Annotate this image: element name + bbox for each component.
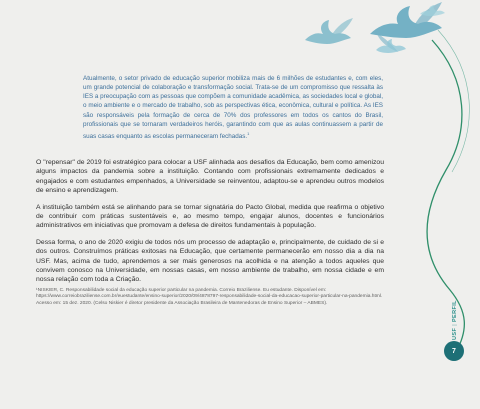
footnote — [36, 288, 388, 307]
section-label: PERFIL — [452, 300, 459, 323]
bird-icon — [420, 5, 445, 16]
footnote-text: ¹NISKIER, C. Responsabilidade social da educação superior particular na pandemia. Correio Braziliense. Eu estudante. Disponível em: https://www.correiobraziliense.com.br/euestudante/ensino-superior/2020/09/4878797-responsabilidade-social-da-educacao-superior-particular-na-pandemia.html. Acesso em: 15 dez. 2020. (Celso Niskier é diretor presidente da Associação Brasileira de Mantenedoras de Ensino Superior – ABMES). — [36, 288, 383, 306]
curve-line-thin — [438, 30, 469, 172]
bird-icon — [376, 39, 406, 53]
footnote-mark: 1 — [247, 130, 250, 136]
page-number: 7 — [452, 347, 456, 355]
body-text — [36, 158, 384, 292]
highlight-quote — [83, 74, 383, 141]
section-side-label — [448, 300, 462, 340]
quote-text: Atualmente, o setor privado de educação superior mobiliza mais de 6 milhões de estudantes e, com eles, um grande potencial de colaboração e transformação social. Trata-se de um compromisso que ressalta às IES a preocupação com as pessoas que compõem a comunidade acadêmica, as sociedades local e global, o meio ambiente e o mercado de trabalho, sob as perspectivas ética, econômica, cultural e política. As IES são responsáveis pela formação de cerca de 70% dos professores em todos os cantos do Brasil, profissionais que se tornaram verdadeiros heróis, garantindo com que as aulas continuassem a partir de suas casas enquanto as escolas permaneceram fechadas. — [83, 75, 383, 141]
paragraph: A instituição também está se alinhando para se tornar signatária do Pacto Global, medida que reafirma o objetivo de contribuir com práticas sustentáveis e, ao mesmo tempo, engajar alunos, docentes e funcionários administrativos em iniciativas que promovam a defesa de direitos fundamentais à população. — [36, 203, 384, 230]
paragraph: O "repensar" de 2019 foi estratégico para colocar a USF alinhada aos desafios da Educação, bem como amenizou alguns impactos da pandemia sobre a instituição. Contando com profissionais extremamente dedicados e engajados e com estudantes empenhados, a Universidade se reinventou, adaptou-se e aprendeu outros modelos de ensino e aprendizagem. — [36, 159, 384, 195]
bird-icon — [305, 18, 353, 44]
label-separator: | — [452, 323, 459, 326]
page-number-badge — [444, 341, 464, 361]
org-label: USF — [452, 327, 459, 340]
paragraph: Dessa forma, o ano de 2020 exigiu de todos nós um processo de adaptação e, principalmente, de cuidado de si e dos outros. Construímos práticas exitosas na Educação, que certamente permanecerão em nosso dia a dia na USF. Mas, acima de tudo, aprendemos a ser mais generosos na acolhida e na atenção a todos aqueles que convivem conosco na Universidade, em nossas casas, em nosso ambiente de trabalho, em nossa cidade e em nossa relação com toda a Criação. — [36, 238, 384, 284]
